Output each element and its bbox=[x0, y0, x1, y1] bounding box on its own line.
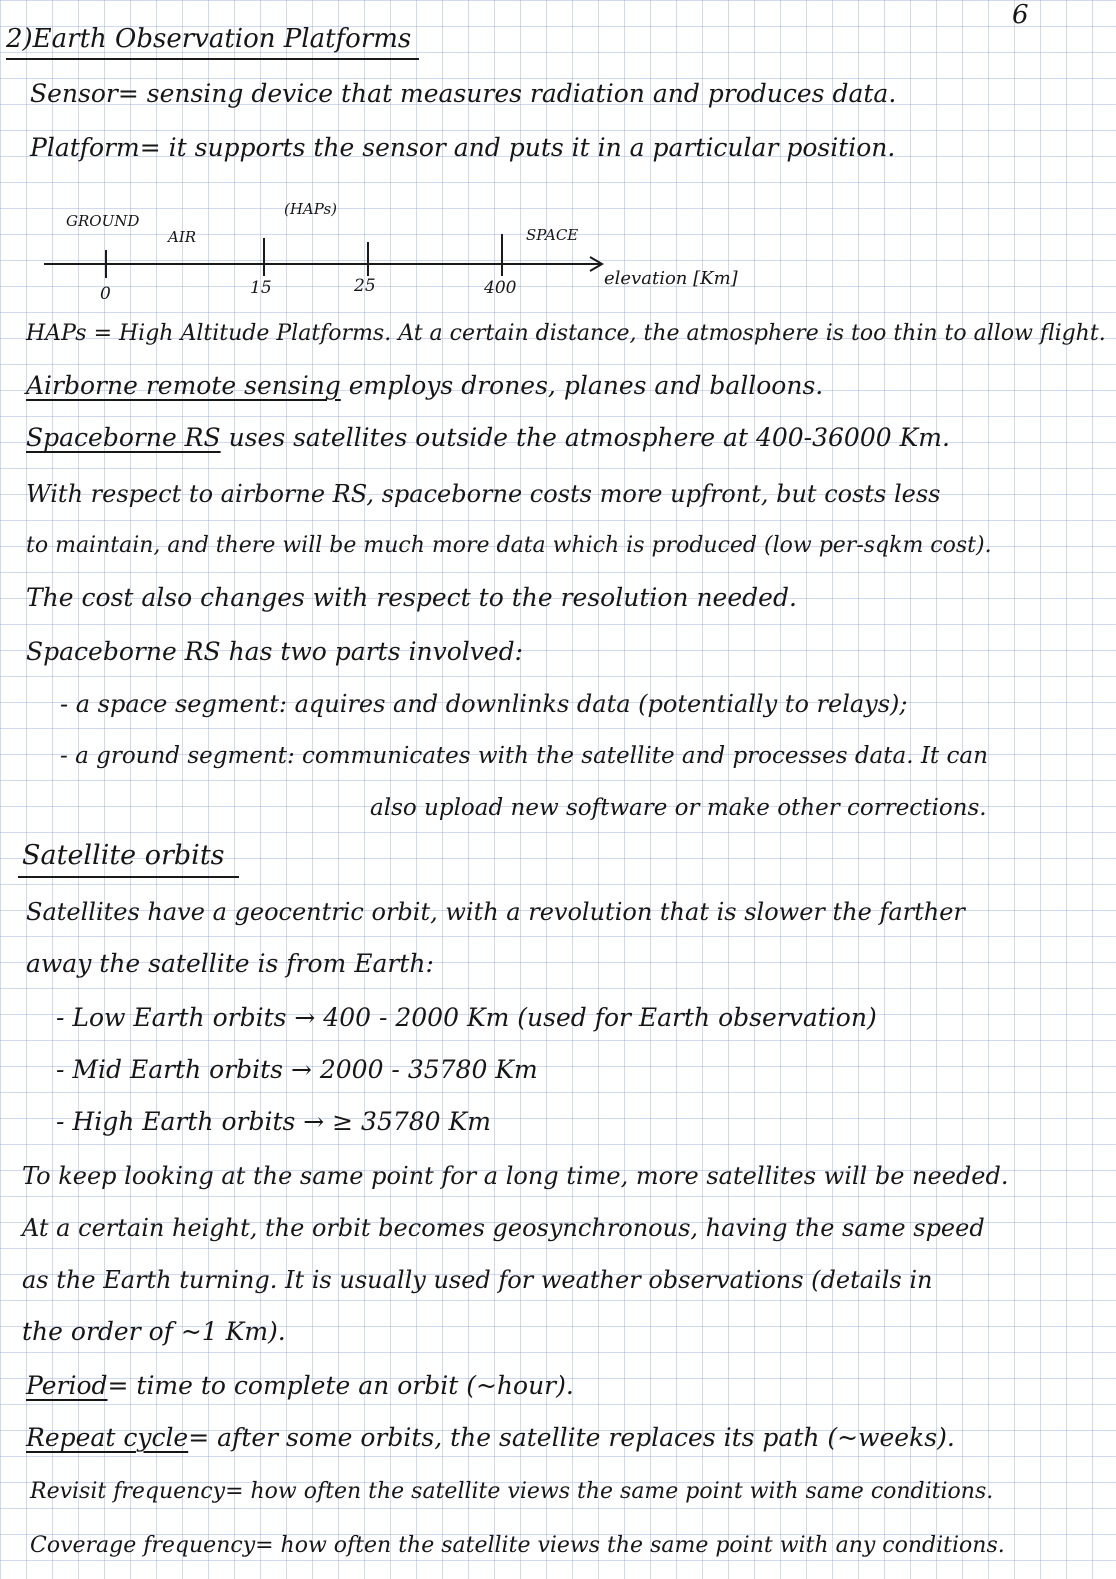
keep-looking-1: To keep looking at the same point for a long time, more satellites will be needed. bbox=[22, 1162, 1009, 1190]
cost-line-3: The cost also changes with respect to the resolution needed. bbox=[26, 583, 797, 612]
keep-looking-2: At a certain height, the orbit becomes geosynchronous, having the same speed bbox=[22, 1214, 985, 1242]
parts-intro: Spaceborne RS has two parts involved: bbox=[26, 637, 524, 666]
timeline-axis bbox=[40, 196, 760, 306]
space-label: SPACE bbox=[526, 226, 579, 244]
axis-label: elevation [Km] bbox=[604, 268, 738, 289]
page-number: 6 bbox=[1012, 0, 1029, 30]
tick-label-0: 0 bbox=[100, 284, 111, 304]
repeat-cycle-term: Repeat cycle bbox=[26, 1423, 189, 1452]
airborne-line bbox=[26, 366, 823, 406]
orbits-intro-1: Satellites have a geocentric orbit, with a revolution that is slower the farther bbox=[26, 898, 965, 926]
elevation-timeline bbox=[40, 196, 760, 306]
satellite-orbits-heading: Satellite orbits bbox=[18, 838, 239, 878]
orbits-intro-2: away the satellite is from Earth: bbox=[26, 949, 434, 978]
revisit-frequency: Revisit frequency= how often the satellite views the same point with same conditions. bbox=[30, 1479, 994, 1504]
air-label: AIR bbox=[168, 228, 197, 246]
spaceborne-term: Spaceborne RS bbox=[26, 423, 221, 452]
mid-earth-orbit-item: - Mid Earth orbits → 2000 - 35780 Km bbox=[56, 1055, 538, 1084]
spaceborne-text: uses satellites outside the atmosphere at 400-36000 Km. bbox=[220, 423, 950, 452]
period-text: = time to complete an orbit (~hour). bbox=[107, 1371, 574, 1400]
period-line bbox=[26, 1366, 574, 1406]
cost-line-2: to maintain, and there will be much more data which is produced (low per-sqkm cost). bbox=[26, 533, 992, 558]
keep-looking-3: as the Earth turning. It is usually used for weather observations (details in bbox=[22, 1266, 933, 1294]
ground-label: GROUND bbox=[66, 212, 140, 230]
page-title: 2)Earth Observation Platforms bbox=[6, 20, 419, 60]
ground-segment-item: - a ground segment: communicates with the satellite and processes data. It can bbox=[60, 743, 988, 769]
tick-label-25: 25 bbox=[354, 276, 376, 296]
sensor-definition: Sensor= sensing device that measures radiation and produces data. bbox=[30, 79, 897, 108]
keep-looking-4: the order of ~1 Km). bbox=[22, 1317, 286, 1346]
space-segment-item: - a space segment: aquires and downlinks data (potentially to relays); bbox=[60, 690, 908, 718]
airborne-text: employs drones, planes and balloons. bbox=[340, 371, 824, 400]
haps-definition: HAPs = High Altitude Platforms. At a certain distance, the atmosphere is too thin to allow flight. bbox=[26, 321, 1106, 346]
tick-label-400: 400 bbox=[484, 278, 517, 298]
cost-line-1: With respect to airborne RS, spaceborne costs more upfront, but costs less bbox=[26, 480, 941, 508]
tick-label-15: 15 bbox=[250, 278, 272, 298]
haps-label: (HAPs) bbox=[284, 200, 338, 218]
high-earth-orbit-item: - High Earth orbits → ≥ 35780 Km bbox=[56, 1107, 491, 1136]
repeat-cycle-text: = after some orbits, the satellite replaces its path (~weeks). bbox=[188, 1423, 955, 1452]
period-term: Period bbox=[26, 1371, 108, 1400]
airborne-term: Airborne remote sensing bbox=[26, 371, 341, 400]
low-earth-orbit-item: - Low Earth orbits → 400 - 2000 Km (used for Earth observation) bbox=[56, 1003, 877, 1032]
ground-segment-item-cont: also upload new software or make other corrections. bbox=[370, 795, 987, 821]
spaceborne-line bbox=[26, 418, 950, 458]
coverage-frequency: Coverage frequency= how often the satellite views the same point with any conditions. bbox=[30, 1533, 1005, 1558]
repeat-cycle-line bbox=[26, 1418, 955, 1458]
platform-definition: Platform= it supports the sensor and puts it in a particular position. bbox=[30, 133, 896, 162]
